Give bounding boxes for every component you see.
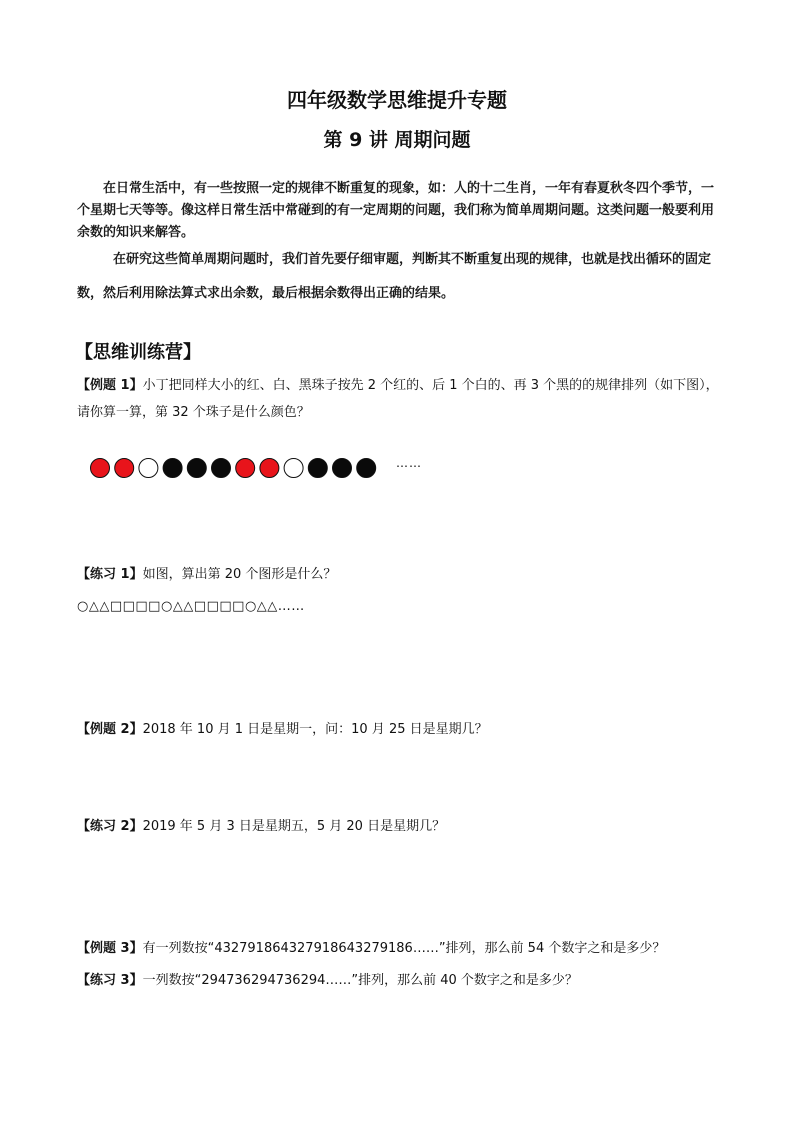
section-heading: 【思维训练营】 [75,342,201,363]
practice-2-label: 【练习 2】 [77,819,143,834]
example-1-text: 小丁把同样大小的红、白、黑珠子按先 2 个红的、后 1 个白的、再 3 个黑的的规律排列（如下图），请你算一算，第 32 个珠子是什么颜色？ [77,378,719,420]
bead-black [187,459,206,478]
intro-paragraph-2: 在研究这些简单周期问题时，我们首先要仔细审题，判断其不断重复出现的规律，也就是找出循环的固定数，然后利用除法算式求出余数，最后根据余数得出正确的结果。 [77,252,712,301]
practice-2 [77,813,727,840]
bead-white [284,459,303,478]
example-3-text: 有一列数按“432791864327918643279186……”排列，那么前 54 个数字之和是多少？ [142,941,666,956]
example-3-label: 【例题 3】 [77,941,143,956]
bead-red [91,459,110,478]
bead-red [236,459,255,478]
example-2 [77,716,727,743]
intro-paragraph-1: 在日常生活中，有一些按照一定的规律不断重复的现象，如：人的十二生肖，一年有春夏秋冬四个季节，一个星期七天等等。像这样日常生活中常碰到的有一定周期的问题，我们称为简单周期问题。这类问题一般要利用余数的知识来解答。 [77,181,715,240]
practice-3-text: 一列数按“294736294736294……”排列，那么前 40 个数字之和是多少？ [142,973,578,988]
practice-1-label: 【练习 1】 [77,567,143,582]
practice-3 [77,967,727,994]
practice-1 [77,561,727,588]
bead-black [308,459,327,478]
shape-sequence: ○△△□□□□○△△□□□□○△△…… [77,599,305,614]
bead-red [260,459,279,478]
practice-1-text: 如图，算出第 20 个图形是什么？ [142,567,337,582]
bead-black [163,459,182,478]
practice-2-text: 2019 年 5 月 3 日是星期五，5 月 20 日是星期几？ [142,819,446,834]
bead-red [115,459,134,478]
example-2-text: 2018 年 10 月 1 日是星期一，问：10 月 25 日是星期几？ [142,722,488,737]
example-2-label: 【例题 2】 [77,722,143,737]
example-1-label: 【例题 1】 [77,378,143,393]
example-3 [77,935,727,962]
practice-3-label: 【练习 3】 [77,973,143,988]
bead-black [212,459,231,478]
lesson-title: 第 9 讲 周期问题 [323,129,471,151]
page-title: 四年级数学思维提升专题 [287,88,507,112]
bead-black [333,459,352,478]
bead-white [139,459,158,478]
bead-ellipsis: …… [396,456,422,470]
bead-black [357,459,376,478]
